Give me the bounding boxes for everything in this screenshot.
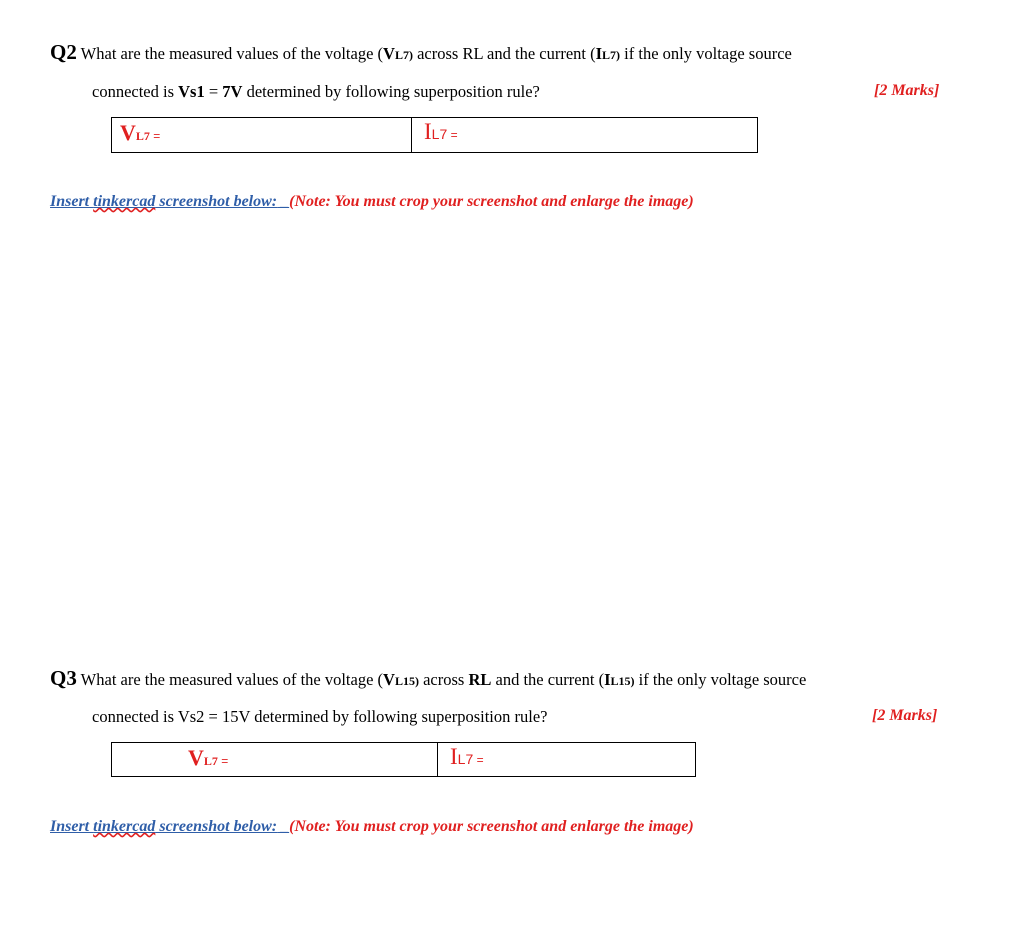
q3-current-label: IL7 = [450,744,484,769]
q3-screenshot-area[interactable] [50,850,970,920]
q2-voltage-label: VL7 = [120,120,161,145]
q2-current-label: IL7 = [424,119,458,144]
q3-voltage-label: VL7 = [188,745,229,770]
insert-note: (Note: You must crop your screenshot and enlarge the image) [289,193,694,210]
q2-answer-table [111,117,758,153]
q3-marks: [2 Marks] [872,707,938,724]
q3-line1: Q3 What are the measured values of the voltage (VL15) across RL and the current (IL15) if the only voltage source [50,666,807,690]
q2-marks: [2 Marks] [874,82,940,99]
q3-voltage-cell[interactable] [112,743,438,776]
q2-current-cell[interactable] [412,118,757,152]
insert-link[interactable]: Insert tinkercad screenshot below: [50,193,278,210]
q3-insert-instruction: Insert tinkercad screenshot below: _(Note: You must crop your screenshot and enlarge the image) [50,818,694,835]
q2-screenshot-area[interactable] [50,230,970,630]
q2-voltage-cell[interactable] [112,118,412,152]
q2-number: Q2 [50,40,77,64]
q3-number: Q3 [50,666,77,690]
q3-answer-table [111,742,696,777]
q2-line2: connected is Vs1 = 7V determined by following superposition rule? [92,82,540,101]
q2-line1: Q2 What are the measured values of the voltage (VL7) across RL and the current (IL7) if the only voltage source [50,40,792,64]
insert-note: (Note: You must crop your screenshot and enlarge the image) [289,818,694,835]
insert-link[interactable]: Insert tinkercad screenshot below: [50,818,278,835]
q3-line2: connected is Vs2 = 15V determined by following superposition rule? [92,707,548,726]
q2-insert-instruction: Insert tinkercad screenshot below: _(Note: You must crop your screenshot and enlarge the image) [50,193,694,210]
q3-current-cell[interactable] [438,743,695,776]
